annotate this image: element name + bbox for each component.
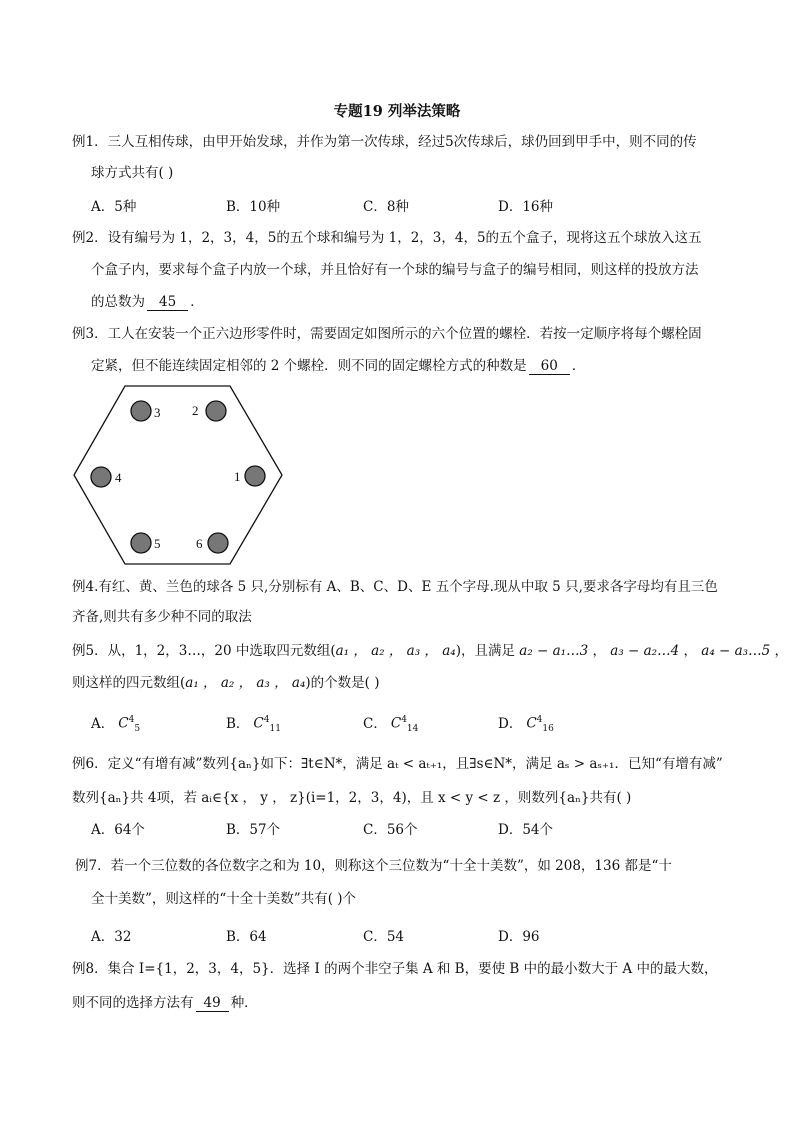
page-title: 专题19 列举法策略 [333,103,461,120]
text-segment: 定紧，但不能连续固定相邻的 2 个螺栓．则不同的固定螺栓方式的种数是 [91,358,527,374]
example-3-line-1: 例3．工人在安装一个正六边形零件时，需要固定如图所示的六个位置的螺栓．若按一定顺序将每个螺栓固 [72,326,702,342]
option-sup: 4 [536,715,543,725]
option-key: C． [363,929,387,945]
option-b [226,927,267,947]
example-8-line-1: 例8．集合 I={1，2，3，4，5}．选择 I 的两个非空子集 A 和 B，要使 B 中的最小数大于 A 中的最大数， [72,961,718,977]
example-7-line-2: 全十美数”，则这样的“十全十美数”共有( )个 [91,891,357,907]
option-a [91,197,136,217]
option-key: C． [363,199,387,215]
option-text: 64个 [114,822,145,838]
option-key: A． [91,199,115,215]
option-a [91,820,145,840]
example-3-line-2 [91,356,585,376]
bolt-3 [131,401,161,421]
option-sub: 14 [406,724,419,735]
option-c [363,710,418,739]
bolt-label-2: 2 [192,403,199,418]
bolt-label-1: 1 [234,469,241,484]
math-condition: a₄ − a₃…5 [701,643,771,659]
example-7-line-1: 例7．若一个三位数的各位数字之和为 10，则称这个三位数为“十全十美数”，如 208，136 都是“十 [75,858,672,874]
example-2-line-3 [91,292,204,312]
text-segment: 的总数为 [91,294,145,310]
example-6-line-1: 例6．定义“有增有减”数列{aₙ}如下：∃t∈N*，满足 aₜ < aₜ₊₁，且∃s∈N*，满足 aₛ > aₛ₊₁．已知“有增有减” [72,756,723,772]
option-b [226,197,280,217]
text-segment: 则这样的四元数组( [72,675,186,691]
text-segment: 则不同的选择方法有 [72,995,194,1011]
example-4-line-1: 例4.有红、黄、兰色的球各 5 只,分别标有 A、B、C、D、E 五个字母.现从中取 5 只,要求各字母均有且三色 [72,579,718,595]
option-key: D． [498,822,523,838]
example-5-line-2 [72,673,379,693]
example-7-options [91,927,651,947]
bolt-5 [131,533,161,553]
text-segment: ． [190,294,204,310]
option-sub: 16 [542,724,554,735]
bolt-label-6: 6 [196,536,203,551]
bolt-6 [196,533,228,553]
example-6-options [91,820,651,840]
option-text: 10种 [249,199,281,215]
option-key: C． [363,822,387,838]
hexagon-bolt-diagram [68,384,290,574]
answer-blank: 49 [196,995,229,1012]
option-text: C [118,715,129,732]
math-condition: a₃ − a₂…4 [610,643,680,659]
option-key: B． [226,822,250,838]
option-key: B． [226,929,250,945]
bolt-label-3: 3 [154,405,161,420]
option-d [498,820,553,840]
example-2-line-1: 例2．设有编号为 1，2，3，4，5的五个球和编号为 1，2，3，4，5的五个盒子，现将这五个球放入这五 [72,230,702,246]
option-c [363,927,404,947]
option-sup: 4 [263,715,270,725]
example-5-options [91,710,651,735]
option-c [363,197,409,217]
example-5-line-1: 例5．从，1，2，3…，20 中选取四元数组(a₁ ， a₂ ， a₃ ， a₄)，且满足 a₂ − a₁…3 ， a₃ − a₂…4 ， a₄ − a₃…5 ， [72,643,788,659]
option-d [498,710,554,739]
option-text: 57个 [249,822,281,838]
bolt-2 [192,401,226,421]
option-text: C [526,715,537,732]
option-c [363,820,418,840]
math-tuple: a₁ ， a₂ ， a₃ ， a₄ [335,643,456,659]
option-text: 32 [114,929,132,945]
option-text: 8种 [386,199,409,215]
option-a [91,710,140,739]
option-key: B． [226,715,250,732]
answer-blank: 45 [147,294,188,311]
text-segment: 例5．从，1，2，3…，20 中选取四元数组( [72,643,336,659]
option-sup: 4 [401,715,407,725]
text-segment: 种． [230,995,258,1011]
option-key: A． [91,715,115,732]
example-8-line-2 [72,993,258,1013]
option-key: C． [363,715,387,732]
option-d [498,197,553,217]
example-1-options [91,197,651,217]
example-1-line-1: 例1．三人互相传球，由甲开始发球，并作为第一次传球，经过5次传球后，球仍回到甲手中，则不同的传 [72,134,697,150]
bolt-4 [91,467,122,487]
bolt-1 [234,466,265,486]
option-text: 54个 [522,822,554,838]
option-sub: 5 [134,724,141,735]
option-text: C [390,715,402,732]
math-tuple: a₁ ， a₂ ， a₃ ， a₄ [185,675,306,691]
example-1-line-2: 球方式共有( ) [91,165,174,181]
text-segment: ． [571,358,586,374]
bolt-label-4: 4 [115,470,122,485]
option-sup: 4 [128,715,135,725]
option-sub: 11 [269,724,281,735]
option-b [226,710,281,739]
option-text: 96 [522,929,540,945]
option-a [91,927,131,947]
bolt-label-5: 5 [154,536,161,551]
text-segment: )的个数是( ) [305,675,380,691]
text-segment: )，且满足 [455,643,515,659]
option-key: D． [498,199,523,215]
option-key: B． [226,199,250,215]
option-text: C [253,715,264,732]
option-key: D． [498,929,523,945]
example-4-line-2: 齐备,则共有多少种不同的取法 [72,609,252,625]
answer-blank: 60 [529,358,570,375]
example-6-line-2: 数列{aₙ}共 4项，若 aᵢ∈{x ， y ， z}(i=1，2，3，4)，且 x < y < z ，则数列{aₙ}共有( ) [72,790,632,806]
example-2-line-2: 个盒子内，要求每个盒子内放一个球，并且恰好有一个球的编号与盒子的编号相同，则这样的投放方法 [91,262,699,278]
option-key: A． [91,822,115,838]
math-condition: a₂ − a₁…3 [519,643,589,659]
option-d [498,927,540,947]
option-text: 16种 [522,199,554,215]
option-key: A． [91,929,115,945]
option-text: 54 [386,929,405,945]
option-text: 5种 [114,199,137,215]
option-text: 64 [249,929,267,945]
option-text: 56个 [386,822,418,838]
option-key: D． [498,715,523,732]
option-b [226,820,280,840]
